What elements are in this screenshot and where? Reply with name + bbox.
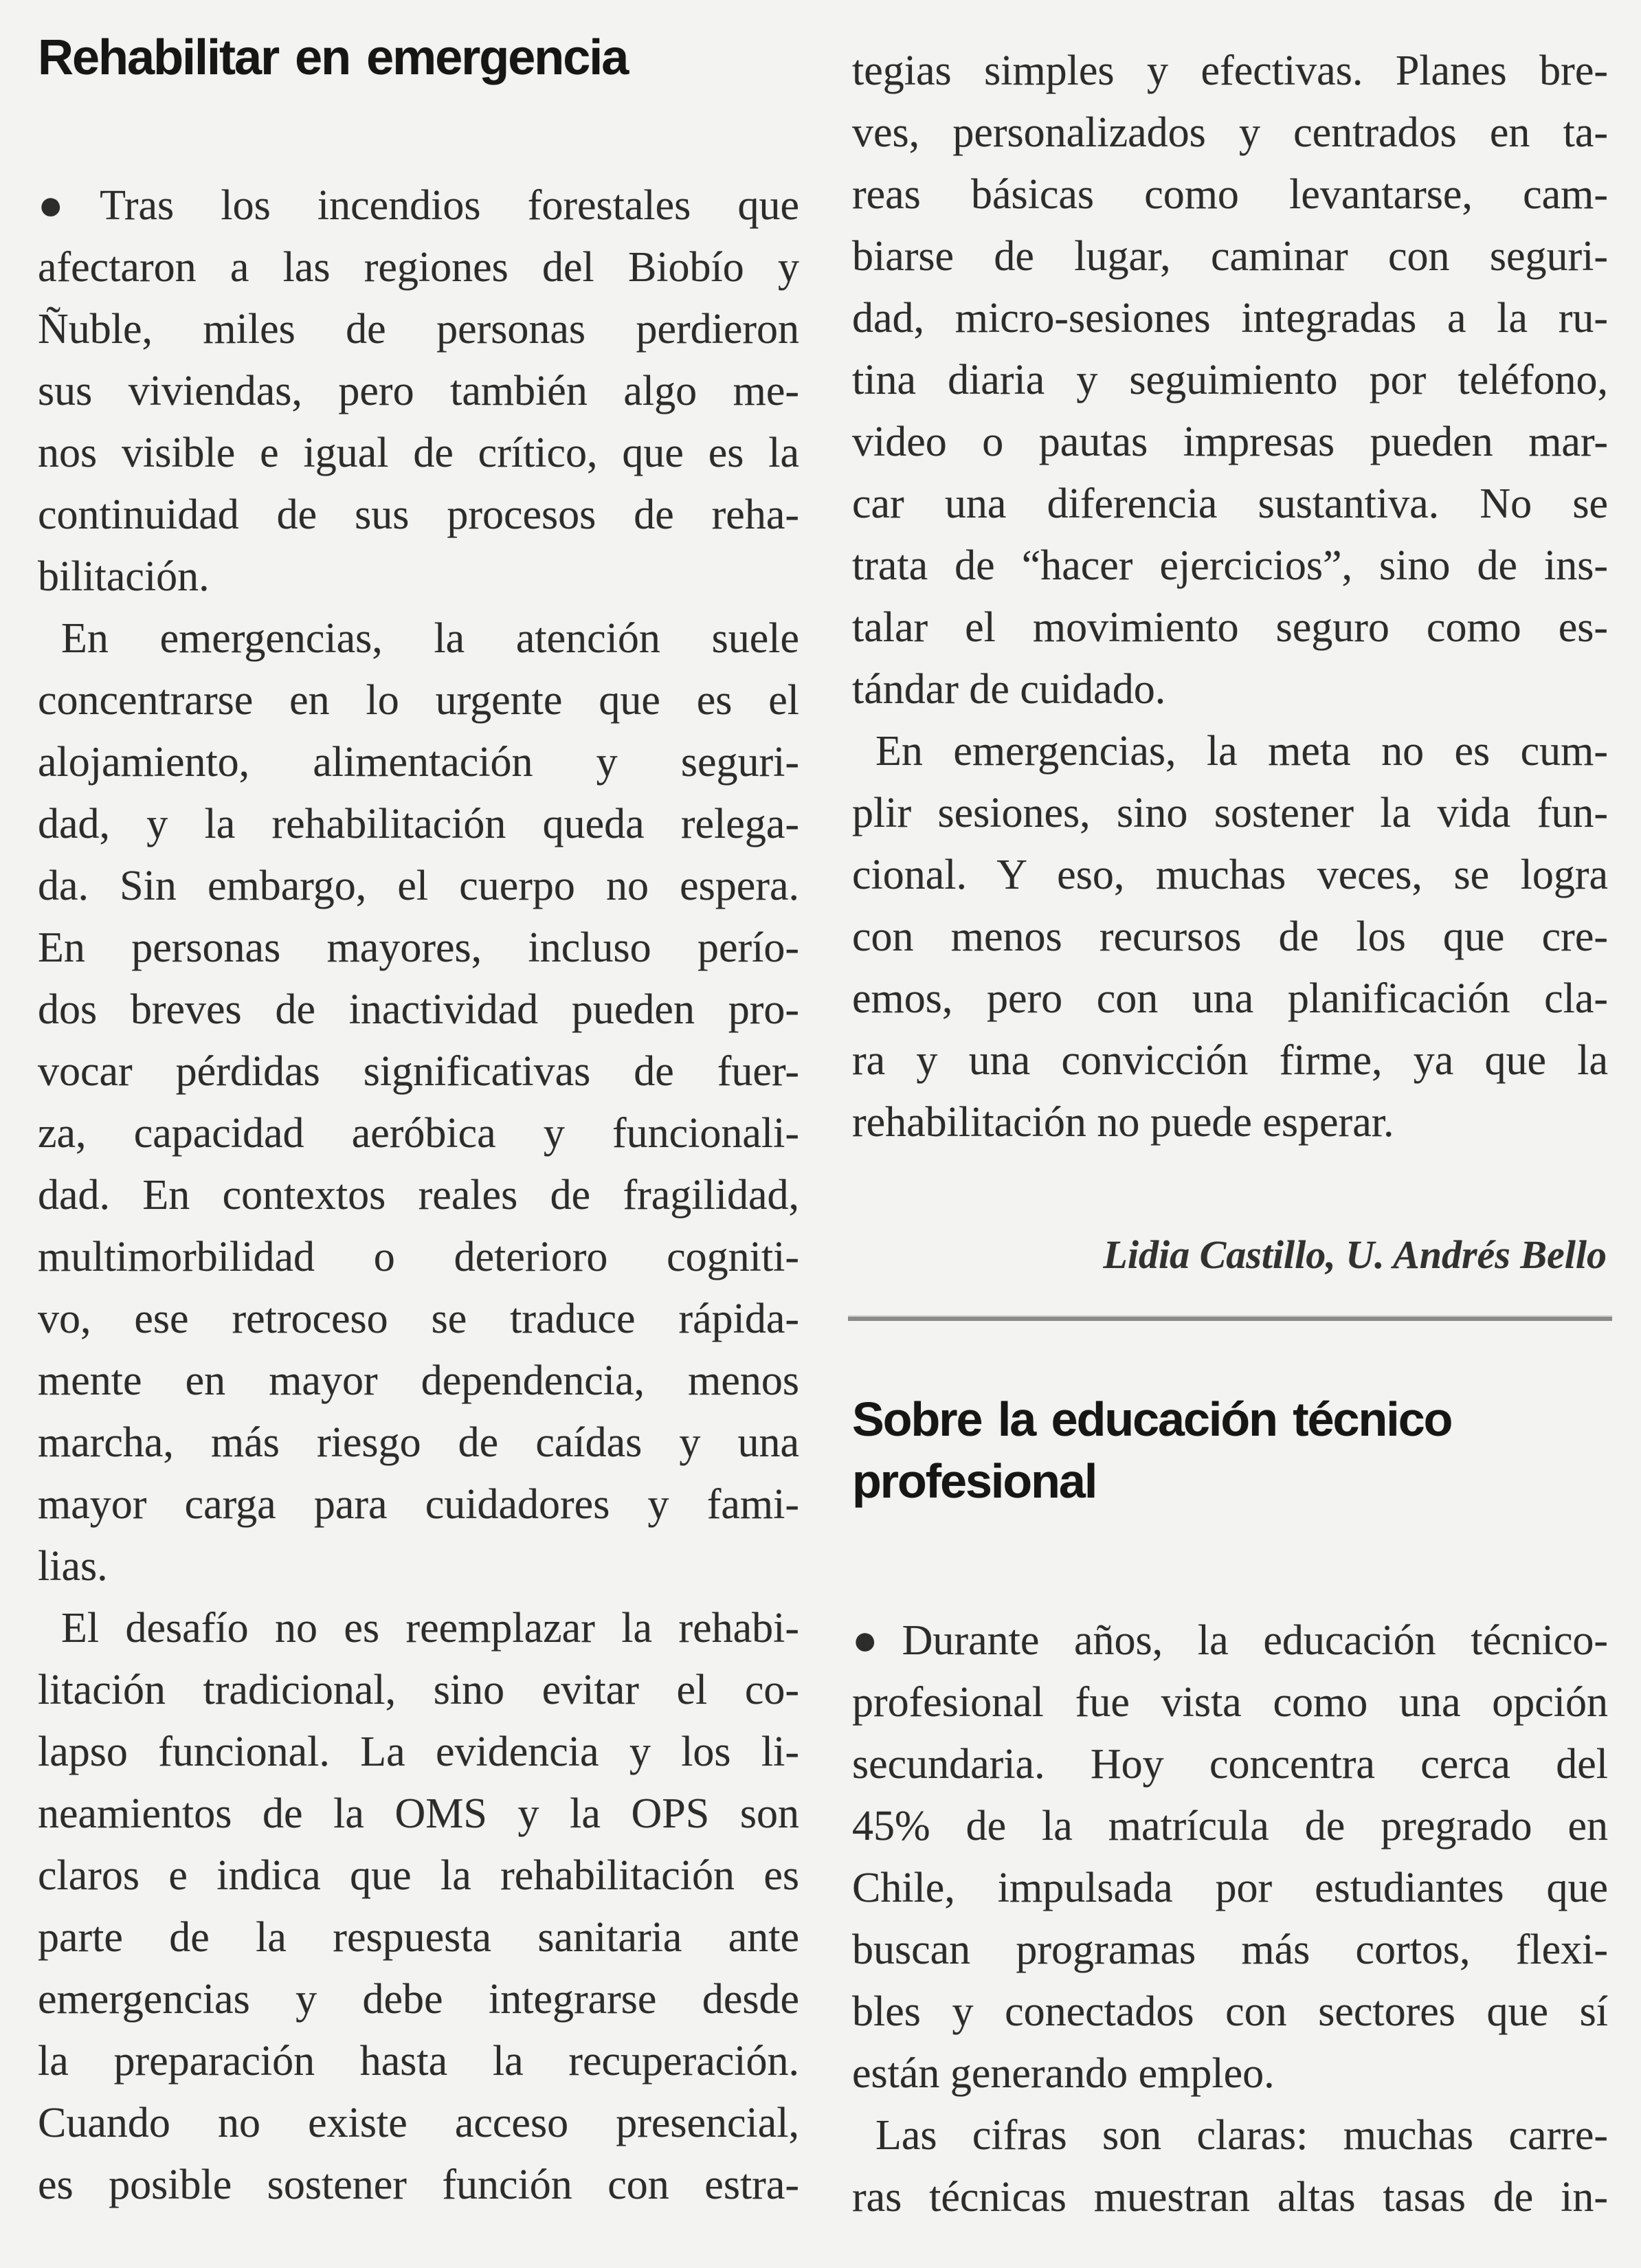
column-left [38,0,799,2216]
article2-text [852,1610,1608,2228]
text-line: es posible sostener función con estra- [38,2161,799,2208]
text-line: plir sesiones, sino sostener la vida fun- [852,790,1608,836]
text-line: claros e indica que la rehabilitación es [38,1852,799,1899]
text-line: concentrarse en lo urgente que es el [38,677,799,724]
text-line: reas básicas como levantarse, cam- [852,171,1608,218]
text-line: ●Durante años, la educación técnico- [852,1617,1608,1664]
text-line: dad, y la rehabilitación queda relega- [38,801,799,847]
text-line: bilitación. [38,553,210,600]
text-line: dad. En contextos reales de fragilidad, [38,1172,799,1219]
text-line: 45% de la matrícula de pregrado en [852,1803,1608,1849]
text-line: con menos recursos de los que cre- [852,913,1608,960]
text-line: vocar pérdidas significativas de fuer- [38,1048,799,1095]
text-line: rehabilitación no puede esperar. [852,1099,1394,1146]
article1-title: Rehabilitar en emergencia [38,30,628,85]
text-line: da. Sin embargo, el cuerpo no espera. [38,863,799,909]
article1-column1-text [38,175,799,2216]
text-line: multimorbilidad o deterioro cogniti- [38,1234,799,1280]
text-line: secundaria. Hoy concentra cerca del [852,1741,1608,1788]
text-line: video o pautas impresas pueden mar- [852,419,1608,465]
text-line: car una diferencia sustantiva. No se [852,480,1608,527]
text-line: talar el movimiento seguro como es- [852,604,1608,651]
text-line: neamientos de la OMS y la OPS son [38,1790,799,1837]
text-line: Chile, impulsada por estudiantes que [852,1865,1608,1911]
column-right [852,0,1608,2228]
text-line: profesional fue vista como una opción [852,1679,1608,1726]
text-line: En emergencias, la atención suele [61,615,799,662]
text-line: lias. [38,1543,108,1590]
text-line: bles y conectados con sectores que sí [852,1988,1608,2035]
text-line: emergencias y debe integrarse desde [38,1976,799,2023]
text-line: za, capacidad aeróbica y funcionali- [38,1110,799,1157]
article1-column2-text [852,40,1608,1153]
text-line: ras técnicas muestran altas tasas de in- [852,2174,1608,2221]
text-line: lapso funcional. La evidencia y los li- [38,1728,799,1775]
text-line: sus viviendas, pero también algo me- [38,368,799,414]
text-line: dad, micro-sesiones integradas a la ru- [852,295,1608,342]
text-line: cional. Y eso, muchas veces, se logra [852,852,1608,898]
text-line: tándar de cuidado. [852,666,1166,713]
text-line: tina diaria y seguimiento por teléfono, [852,357,1608,403]
section-divider [848,1315,1612,1321]
text-line: marcha, más riesgo de caídas y una [38,1419,799,1466]
text-line: litación tradicional, sino evitar el co- [38,1667,799,1713]
text-line: ●Tras los incendios forestales que [38,182,799,229]
text-line: En personas mayores, incluso perío- [38,924,799,971]
text-line: emos, pero con una planificación cla- [852,975,1608,1022]
text-line: parte de la respuesta sanitaria ante [38,1914,799,1961]
text-line: alojamiento, alimentación y seguri- [38,739,799,786]
text-line: afectaron a las regiones del Biobío y [38,244,799,291]
text-line: mayor carga para cuidadores y fami- [38,1481,799,1528]
text-line: En emergencias, la meta no es cum- [875,728,1608,775]
text-line: ra y una convicción firme, ya que la [852,1037,1608,1084]
text-line: biarse de lugar, caminar con seguri- [852,233,1608,280]
text-line: El desafío no es reemplazar la rehabi- [61,1605,799,1652]
text-line: Ñuble, miles de personas perdieron [38,306,799,353]
text-line: buscan programas más cortos, flexi- [852,1926,1608,1973]
text-line: nos visible e igual de crítico, que es la [38,430,799,476]
text-line: la preparación hasta la recuperación. [38,2038,799,2084]
article2-title [852,1388,1608,1512]
text-line: están generando empleo. [852,2050,1275,2097]
text-line: ves, personalizados y centrados en ta- [852,109,1608,156]
text-line: dos breves de inactividad pueden pro- [38,986,799,1033]
article2-title-line2: profesional [852,1454,1097,1508]
text-line: trata de “hacer ejercicios”, sino de ins- [852,542,1608,589]
text-line: tegias simples y efectivas. Planes bre- [852,47,1608,94]
article2-title-line1: Sobre la educación técnico [852,1392,1452,1446]
text-line: Las cifras son claras: muchas carre- [875,2112,1608,2159]
text-line: continuidad de sus procesos de reha- [38,491,799,538]
text-line: vo, ese retroceso se traduce rápida- [38,1296,799,1342]
text-line: Cuando no existe acceso presencial, [38,2100,799,2146]
text-line: mente en mayor dependencia, menos [38,1357,799,1404]
article1-signature: Lidia Castillo, U. Andrés Bello [1103,1232,1607,1277]
